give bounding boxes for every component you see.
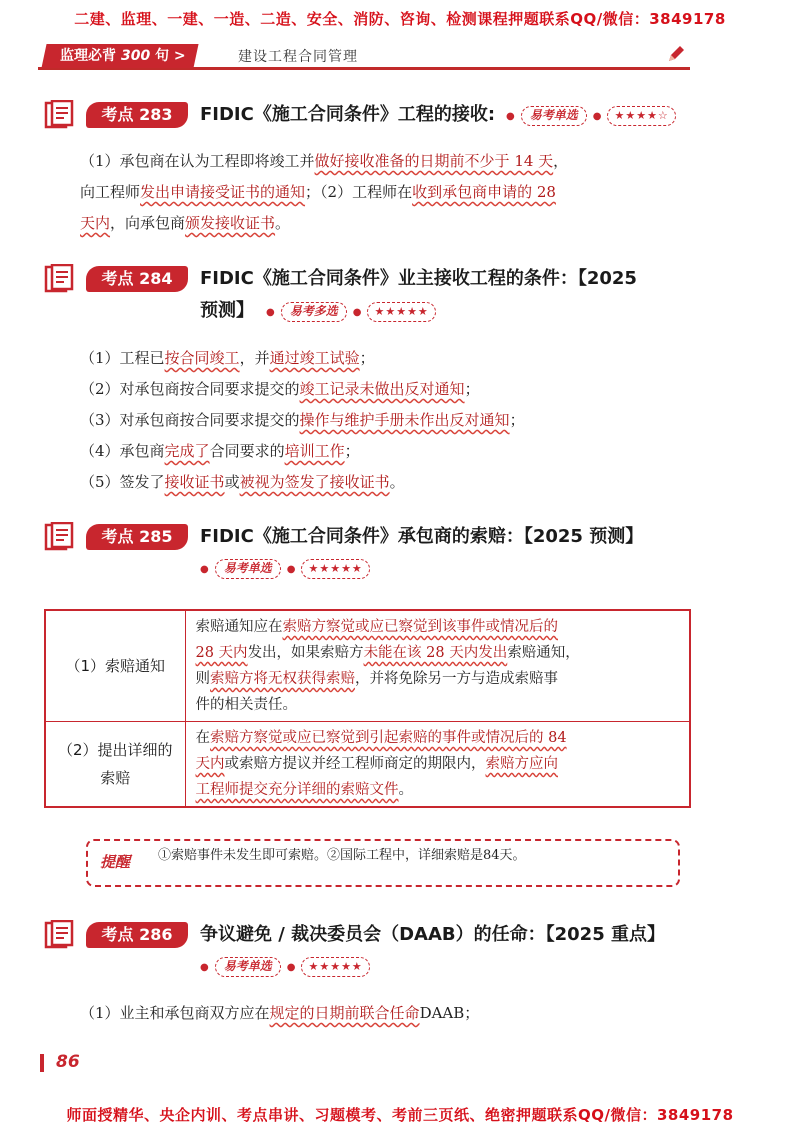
text: 或 — [224, 473, 240, 491]
dot-icon: ● — [506, 110, 515, 122]
content-line — [196, 614, 680, 640]
text: ； — [509, 411, 525, 429]
table-row-body — [185, 610, 690, 722]
text: 发出，如果索赔方 — [247, 645, 364, 661]
text: ，向承包商 — [110, 214, 186, 232]
content-line — [80, 998, 700, 1029]
exam-type-badge: 易考多选 — [281, 302, 347, 322]
topic-tag: 考点 286 — [86, 922, 188, 948]
text: 在 — [195, 730, 210, 746]
star-rating: ★★★★☆ — [607, 106, 675, 126]
dot-icon: ● — [200, 961, 209, 973]
highlight-text: 发出申请接受证书的通知 — [140, 183, 306, 201]
top-banner: 二建、监理、一建、一造、二造、安全、消防、咨询、检测课程押题联系QQ/微信：3849178 — [74, 10, 726, 28]
claim-table — [44, 609, 691, 808]
topic-283-content — [80, 146, 700, 239]
book-title-prefix: 监理必背 — [60, 48, 116, 64]
text: 索赔通知， — [507, 645, 580, 661]
text: （4）承包商 — [80, 442, 165, 460]
content-line — [80, 405, 700, 436]
dot-icon: ● — [200, 563, 209, 575]
topic-tag: 考点 285 — [86, 524, 188, 550]
text: 则 — [195, 671, 210, 687]
book-icon — [44, 100, 78, 130]
reminder-text: ①索赔事件未发生即可索赔。②国际工程中，详细索赔是84天。 — [158, 848, 526, 863]
text: （5）签发了 — [80, 473, 165, 491]
section-title: 建设工程合同管理 — [238, 49, 358, 65]
book-title-tab — [41, 44, 198, 68]
highlight-text: 完成了 — [164, 442, 210, 460]
highlight-text: 索赔方察觉或应已察觉到该事件或情况后的 — [282, 619, 558, 635]
highlight-text: 28 天内 — [195, 645, 248, 661]
star-rating: ★★★★★ — [301, 559, 369, 579]
page-number — [40, 1052, 80, 1072]
topic-title: FIDIC《施工合同条件》承包商的索赔：【2025 预测】 — [200, 526, 644, 547]
dot-icon: ● — [266, 306, 275, 318]
text: 件的相关责任。 — [195, 697, 297, 713]
content-line — [196, 751, 680, 777]
highlight-text: 索赔方察觉或应已察觉到引起索赔的事件或情况后的 84 — [210, 730, 567, 746]
text: ，并将免除另一方与造成索赔事 — [355, 671, 558, 687]
highlight-text: 被视为签发了接收证书 — [239, 473, 390, 491]
text: （1）工程已 — [80, 349, 165, 367]
exam-type-badge: 易考单选 — [521, 106, 587, 126]
highlight-text: 天内 — [80, 214, 111, 232]
page-header — [38, 42, 690, 70]
text: 。 — [275, 214, 291, 232]
highlight-text: 培训工作 — [284, 442, 345, 460]
book-icon — [44, 522, 78, 552]
text: ， — [553, 152, 569, 170]
dot-icon: ● — [286, 563, 296, 575]
highlight-text: 工程师提交充分详细的索赔文件 — [195, 782, 399, 798]
book-icon — [44, 920, 78, 950]
content-line — [80, 208, 700, 239]
content-line — [196, 692, 680, 718]
content-line — [196, 777, 680, 803]
text: （2）对承包商按合同要求提交的 — [80, 380, 300, 398]
dot-icon: ● — [592, 110, 602, 122]
highlight-text: 收到承包商申请的 28 — [412, 183, 556, 201]
text: （3）对承包商按合同要求提交的 — [80, 411, 300, 429]
star-rating: ★★★★★ — [367, 302, 435, 322]
highlight-text: 颁发接收证书 — [185, 214, 276, 232]
star-rating: ★★★★★ — [301, 957, 369, 977]
topic-tag: 考点 283 — [86, 102, 188, 128]
content-line — [80, 177, 700, 208]
text: ，并 — [239, 349, 270, 367]
pencil-icon — [666, 44, 686, 64]
topic-284-content — [80, 343, 700, 498]
text: 合同要求的 — [209, 442, 285, 460]
topic-286-content — [80, 998, 700, 1029]
topic-tag: 考点 284 — [86, 266, 188, 292]
reminder-label: 提醒 — [100, 853, 131, 871]
content-line — [196, 640, 680, 666]
dot-icon: ● — [286, 961, 296, 973]
text: 向工程师 — [80, 183, 141, 201]
highlight-text: 规定的日期前联合任命 — [269, 1004, 420, 1022]
text: （1）承包商在认为工程即将竣工并 — [80, 152, 315, 170]
table-row — [45, 722, 690, 808]
content-line — [80, 374, 700, 405]
highlight-text: 索赔方应向 — [485, 756, 558, 772]
highlight-text: 按合同竣工 — [164, 349, 240, 367]
page-number-text: 86 — [56, 1052, 80, 1072]
table-row — [45, 610, 690, 722]
text: 。 — [398, 782, 413, 798]
table-row-header: （1）索赔通知 — [45, 610, 185, 722]
highlight-text: 操作与维护手册未作出反对通知 — [299, 411, 510, 429]
reminder-box — [86, 839, 680, 887]
topic-badges — [200, 558, 370, 580]
topic-title: 争议避免 / 裁决委员会（DAAB）的任命：【2025 重点】 — [200, 924, 665, 945]
book-title-suffix: 句 > — [154, 48, 186, 64]
table-row-header: （2）提出详细的索赔 — [45, 722, 185, 808]
text: 或索赔方提议并经工程师商定的期限内， — [224, 756, 486, 772]
text: ；（2）工程师在 — [305, 183, 413, 201]
topic-title: FIDIC《施工合同条件》工程的接收: — [200, 104, 496, 125]
text: ； — [464, 380, 480, 398]
text: ； — [344, 442, 360, 460]
content-line — [80, 436, 700, 467]
text: 索赔通知应在 — [195, 619, 283, 635]
highlight-text: 竣工记录未做出反对通知 — [299, 380, 465, 398]
highlight-text: 接收证书 — [164, 473, 225, 491]
highlight-text: 索赔方将无权获得索赔 — [210, 671, 355, 687]
exam-type-badge: 易考单选 — [215, 957, 281, 977]
topic-badges — [200, 956, 370, 978]
book-icon — [44, 264, 78, 294]
text: ； — [359, 349, 375, 367]
highlight-text: 未能在该 28 天内发出 — [363, 645, 508, 661]
table-row-body — [185, 722, 690, 808]
content-line — [196, 666, 680, 692]
bottom-banner: 师面授精华、央企内训、考点串讲、习题模考、考前三页纸、绝密押题联系QQ/微信：3849178 — [66, 1106, 734, 1124]
text: （1）业主和承包商双方应在 — [80, 1004, 270, 1022]
topic-badges — [266, 301, 436, 323]
highlight-text: 做好接收准备的日期前不少于 14 天 — [314, 152, 554, 170]
text: DAAB； — [419, 1004, 480, 1022]
topic-title-continued: 预测】 — [200, 300, 254, 321]
text: 。 — [389, 473, 405, 491]
book-title-number: 300 — [120, 48, 151, 64]
highlight-text: 通过竣工试验 — [269, 349, 360, 367]
topic-title: FIDIC《施工合同条件》业主接收工程的条件：【2025 — [200, 268, 637, 289]
content-line — [196, 725, 680, 751]
topic-badges — [506, 105, 676, 127]
dot-icon: ● — [352, 306, 362, 318]
content-line — [80, 467, 700, 498]
content-line — [80, 343, 700, 374]
content-line — [80, 146, 700, 177]
exam-type-badge: 易考单选 — [215, 559, 281, 579]
highlight-text: 天内 — [195, 756, 225, 772]
